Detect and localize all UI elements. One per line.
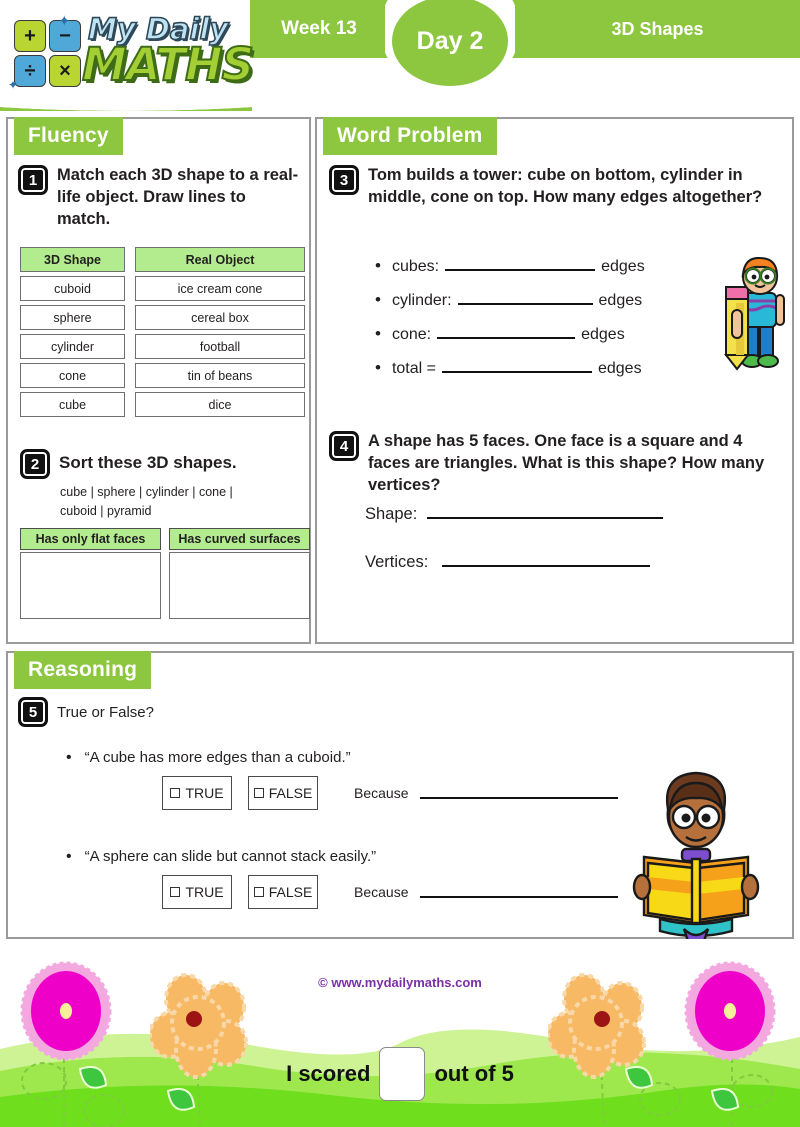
question-2-header	[20, 449, 310, 479]
reasoning-panel	[6, 651, 794, 939]
checkbox-icon[interactable]	[170, 887, 180, 897]
match-column-header-object: Real Object	[135, 247, 305, 272]
statement-row	[66, 848, 706, 866]
question-4	[329, 431, 784, 497]
true-option-2[interactable]	[162, 875, 232, 909]
question-number-badge: 4	[329, 431, 359, 461]
statement-row	[66, 749, 706, 767]
match-object-cell[interactable]: football	[135, 334, 305, 359]
question-1-text: Match each 3D shape to a real-life object. Draw lines to match.	[57, 166, 299, 228]
bullet-dot-icon: •	[66, 749, 72, 766]
sort-bucket-curved-answer-area[interactable]	[169, 552, 310, 619]
boy-reading-book-illustration	[626, 761, 766, 941]
bullet-dot-icon: •	[375, 290, 381, 309]
question-3	[329, 165, 784, 209]
word-problem-panel	[315, 117, 794, 644]
minus-icon: −	[49, 20, 81, 52]
answer-blank-line[interactable]	[442, 358, 592, 373]
sort-bucket-flat-label: Has only flat faces	[20, 528, 161, 550]
sort-shape-list-line1: cube | sphere | cylinder | cone |	[60, 485, 233, 499]
section-header-word-problem	[323, 117, 497, 155]
false-option-2[interactable]	[248, 875, 318, 909]
false-option-1[interactable]	[248, 776, 318, 810]
section-header-fluency	[14, 117, 123, 155]
sort-buckets	[20, 528, 310, 619]
bullet-dot-icon: •	[375, 256, 381, 275]
bullet-label: cylinder:	[391, 292, 452, 309]
question-5-text: True or False?	[57, 704, 154, 721]
answer-blank-line[interactable]	[458, 290, 593, 305]
bullet-unit: edges	[601, 258, 645, 275]
bullet-label: total =	[391, 360, 436, 377]
statement-text: “A cube has more edges than a cuboid.”	[84, 749, 351, 766]
answer-row	[162, 776, 706, 810]
because-label: Because	[354, 884, 409, 900]
question-number-badge: 2	[20, 449, 50, 479]
shape-answer-blank-line[interactable]	[427, 504, 663, 519]
statement-text: “A sphere can slide but cannot stack easily.”	[84, 848, 377, 865]
question-2	[20, 449, 310, 619]
question-1	[18, 165, 303, 231]
sparkle-icon: ✦	[8, 78, 19, 92]
sparkle-icon: ✦	[58, 13, 71, 30]
checkbox-icon[interactable]	[254, 887, 264, 897]
bullet-label: cone:	[391, 326, 432, 343]
section-title-reasoning: Reasoning	[28, 658, 138, 681]
true-label: TRUE	[185, 785, 224, 801]
sort-shape-list-line2: cuboid | pyramid	[60, 503, 152, 518]
true-option-1[interactable]	[162, 776, 232, 810]
match-object-cell[interactable]: ice cream cone	[135, 276, 305, 301]
section-header-reasoning	[14, 651, 151, 689]
match-shape-cell[interactable]: sphere	[20, 305, 125, 330]
score-suffix-label: out of 5	[434, 1061, 514, 1086]
answer-bullet-cylinder	[375, 290, 735, 310]
bullet-unit: edges	[598, 292, 643, 309]
match-shape-cell[interactable]: cylinder	[20, 334, 125, 359]
bullet-dot-icon: •	[375, 324, 381, 343]
match-shape-cell[interactable]: cuboid	[20, 276, 125, 301]
because-blank-line[interactable]	[420, 886, 618, 898]
vertices-answer-blank-line[interactable]	[442, 552, 650, 567]
plus-icon: +	[14, 20, 46, 52]
logo-operator-icons	[8, 13, 84, 92]
question-3-answer-bullets	[375, 256, 735, 392]
match-object-cell[interactable]: tin of beans	[135, 363, 305, 388]
question-2-text: Sort these 3D shapes.	[59, 453, 237, 472]
answer-row	[162, 875, 706, 909]
section-title-fluency: Fluency	[28, 124, 109, 147]
answer-bullet-total	[375, 358, 735, 378]
checkbox-icon[interactable]	[254, 788, 264, 798]
question-number-badge: 3	[329, 165, 359, 195]
sort-bucket-flat	[20, 528, 161, 619]
logo-plate	[0, 0, 254, 105]
score-prefix-label: I scored	[286, 1061, 371, 1086]
false-label: FALSE	[268, 785, 313, 801]
question-4-text: A shape has 5 faces. One face is a square and 4 faces are triangles. What is this shape? How many vertices?	[368, 432, 765, 494]
page-header	[0, 0, 800, 105]
true-false-item-1	[66, 749, 706, 810]
checkbox-icon[interactable]	[170, 788, 180, 798]
sort-bucket-curved-label: Has curved surfaces	[169, 528, 310, 550]
match-column-header-shape: 3D Shape	[20, 247, 125, 272]
question-number-badge: 1	[18, 165, 48, 195]
bullet-unit: edges	[597, 360, 642, 377]
false-label: FALSE	[268, 884, 313, 900]
header-topic-label: 3D Shapes	[611, 18, 704, 39]
true-label: TRUE	[185, 884, 224, 900]
question-5	[18, 697, 154, 727]
shape-field-label: Shape:	[365, 505, 418, 523]
shape-answer-row	[365, 504, 765, 524]
boy-with-pencil-illustration	[702, 257, 794, 387]
match-column-shapes	[20, 247, 125, 417]
because-blank-line[interactable]	[420, 787, 618, 799]
match-column-objects	[135, 247, 305, 417]
multiply-icon: ×	[49, 55, 81, 87]
answer-blank-line[interactable]	[437, 324, 575, 339]
true-false-item-2	[66, 848, 706, 909]
question-number-badge: 5	[18, 697, 48, 727]
match-object-cell[interactable]: dice	[135, 392, 305, 417]
answer-bullet-cone	[375, 324, 735, 344]
page-footer	[0, 939, 800, 1127]
sort-bucket-curved	[169, 528, 310, 619]
match-object-cell[interactable]: cereal box	[135, 305, 305, 330]
question-4-answer-fields	[365, 504, 765, 600]
match-shape-cell[interactable]: cube	[20, 392, 125, 417]
section-title-word-problem: Word Problem	[337, 124, 483, 147]
match-shape-cell[interactable]: cone	[20, 363, 125, 388]
logo-text-maths: MATHS	[82, 38, 254, 91]
question-3-text: Tom builds a tower: cube on bottom, cylinder in middle, cone on top. How many edges altogether?	[368, 166, 763, 206]
bullet-label: cubes:	[391, 258, 440, 275]
vertices-field-label: Vertices:	[365, 553, 429, 571]
bullet-dot-icon: •	[66, 848, 72, 865]
divide-icon: ÷	[14, 55, 46, 87]
sort-bucket-flat-answer-area[interactable]	[20, 552, 161, 619]
copyright-text: © www.mydailymaths.com	[318, 975, 482, 990]
bullet-dot-icon: •	[375, 358, 381, 377]
bullet-unit: edges	[581, 326, 625, 343]
because-label: Because	[354, 785, 409, 801]
header-day-badge: Day 2	[392, 0, 508, 86]
score-input-box[interactable]	[379, 1047, 425, 1101]
logo-text-my-daily: My Daily	[88, 12, 229, 46]
score-row	[0, 1047, 800, 1101]
vertices-answer-row	[365, 552, 765, 572]
brand-logo	[8, 8, 254, 96]
header-week-label: Week 13	[281, 18, 357, 39]
answer-bullet-cubes	[375, 256, 735, 276]
fluency-panel	[6, 117, 311, 644]
answer-blank-line[interactable]	[445, 256, 595, 271]
match-table	[20, 247, 305, 417]
